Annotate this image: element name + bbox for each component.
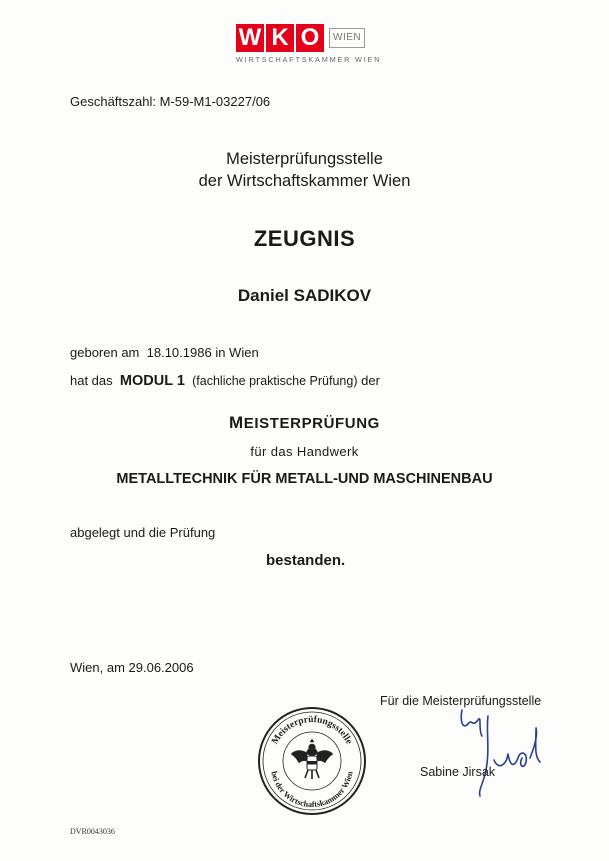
trade-name: METALLTECHNIK FÜR METALL-UND MASCHINENBAU [116, 471, 493, 487]
institution-line1: Meisterprüfungsstelle [226, 150, 383, 168]
module-suffix: der [361, 373, 380, 388]
signature-title: Für die Meisterprüfungsstelle [380, 694, 542, 708]
seal-bottom-text: bei der Wirtschaftskammer Wien [269, 770, 355, 810]
craft-label: für das Handwerk [250, 444, 359, 459]
wko-logo [236, 24, 382, 70]
logo-letter-o: O [296, 24, 324, 52]
birth-suffix: in Wien [215, 345, 259, 360]
institution-heading [0, 148, 609, 192]
birth-prefix: geboren am [70, 345, 140, 360]
result-status: bestanden. [266, 552, 346, 569]
birth-date: 18.10.1986 [146, 345, 212, 360]
result-prefix: abgelegt und die Prüfung [70, 525, 216, 540]
module-prefix: hat das [70, 373, 113, 388]
reference-number: Geschäftszahl: M-59-M1-03227/06 [70, 94, 271, 109]
handwritten-signature [448, 700, 553, 800]
signatory-name: Sabine Jirsak [420, 765, 496, 779]
place-date: Wien, am 29.06.2006 [70, 660, 194, 675]
seal-top-text: Meisterprüfungsstelle [270, 714, 354, 747]
exam-rest: EISTERPRÜFUNG [243, 415, 380, 432]
logo-subtitle: WIRTSCHAFTSKAMMER WIEN [236, 55, 382, 64]
logo-letter-k: K [266, 24, 294, 52]
document-title: ZEUGNIS [253, 226, 356, 251]
logo-region: WIEN [329, 28, 365, 48]
exam-heading [0, 413, 609, 433]
module-detail: (fachliche praktische Prüfung) [192, 374, 358, 388]
module-name: MODUL 1 [119, 373, 185, 389]
candidate-name: Daniel SADIKOV [237, 286, 372, 305]
footer-code: DVR0043036 [70, 827, 115, 836]
birth-line [70, 345, 259, 360]
exam-initial: M [229, 413, 244, 432]
austrian-eagle-icon [291, 739, 333, 779]
institution-line2: der Wirtschaftskammer Wien [198, 172, 411, 190]
logo-letter-w: W [236, 24, 264, 52]
official-seal [257, 706, 367, 816]
module-line [70, 373, 380, 389]
